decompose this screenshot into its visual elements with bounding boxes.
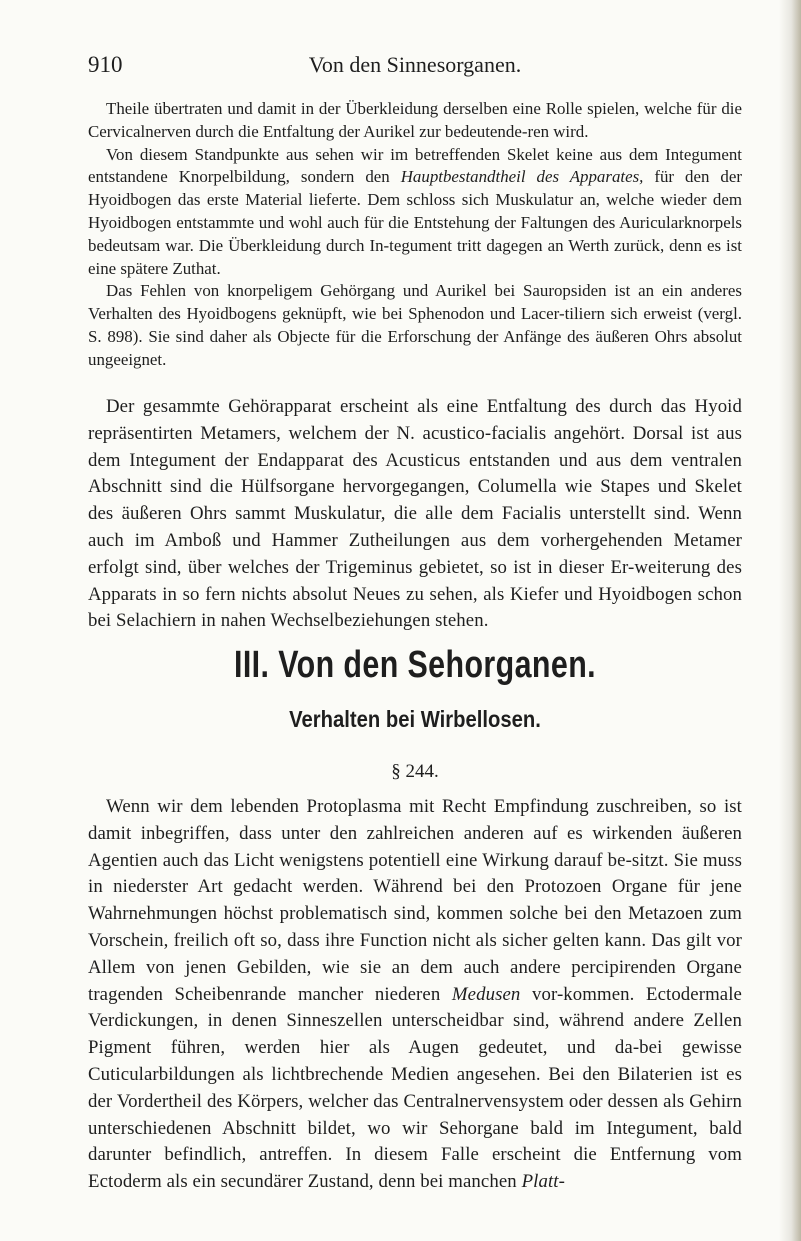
page-number: 910: [88, 52, 123, 77]
paragraph: Von diesem Standpunkte aus sehen wir im betreffenden Skelet keine aus dem Integument entstandene Knorpelbildung, sondern den Hauptbestandtheil des Apparates, für den der Hyoidbogen das erste Material lieferte. Dem schloss sich Muskulatur an, welche wieder dem Hyoidbogen entstammte und wohl auch für die Entstehung der Faltungen des Auricularknorpels bedeutsam war. Die Überkleidung durch In-tegument tritt dagegen an Werth zurück, denn es ist eine spätere Zuthat.: [88, 144, 742, 278]
emphasis: Hauptbestandtheil des Apparates,: [400, 167, 644, 187]
large-text-block-1: [88, 394, 742, 635]
paragraph: Wenn wir dem lebenden Protoplasma mit Recht Empfindung zuschreiben, so ist damit inbegriffen, dass unter den zahlreichen anderen auf es wirkenden äußeren Agentien auch das Licht wenigstens potentiell eine Wirkung darauf be-sitzt. Sie muss in niederster Art gedacht werden. Während bei den Protozoen Organe für jene Wahrnehmungen höchst problematisch sind, kommen solche bei den Metazoen zum Vorschein, freilich oft so, dass ihre Function nicht als sicher gelten kann. Das gilt vor Allem von jenen Gebilden, wie sie an dem auch andere percipirenden Organe tragenden Scheibenrande mancher niederen Medusen vor-kommen. Ectodermale Verdickungen, in denen Sinneszellen unterscheidbar sind, während andere Zellen Pigment führen, werden hier als Augen gedeutet, und da-bei gewisse Cuticularbildungen als lichtbrechende Medien angesehen. Bei den Bilaterien ist es der Vordertheil des Körpers, welcher das Centralnervensystem oder dessen als Gehirn unterschiedenen Abschnitt bildet, wo wir Sehorgane bald im Integument, bald darunter befindlich, antreffen. In diesem Falle erscheint die Entfernung vom Ectoderm als ein secundärer Zustand, denn bei manchen Platt-: [88, 796, 742, 1193]
chapter-subtitle: Verhalten bei Wirbellosen.: [289, 706, 541, 732]
page-header: [88, 46, 742, 76]
chapter-title: III. Von den Sehorganen.: [233, 644, 597, 686]
section-number: § 244.: [391, 761, 439, 782]
paragraph: Das Fehlen von knorpeligem Gehörgang und Aurikel bei Sauropsiden ist an ein anderes Verhalten des Hyoidbogens geknüpft, wie bei Sphenodon und Lacer-tiliern sich erweist (vergl. S. 898). Sie sind daher als Objecte für die Erforschung der Anfänge des äußeren Ohrs absolut ungeeignet.: [88, 281, 742, 369]
emphasis: Medusen: [451, 983, 521, 1005]
paragraph: Der gesammte Gehörapparat erscheint als eine Entfaltung des durch das Hyoid repräsentirten Metamers, welchem der N. acustico-facialis angehört. Dorsal ist aus dem Integument der Endapparat des Acusticus entstanden und aus dem ventralen Abschnitt sind die Hülfsorgane hervorgegangen, Columella wie Stapes und Skelet des äußeren Ohrs sammt Muskulatur, die alle dem Facialis unterstellt sind. Wenn auch im Amboß und Hammer Zutheilungen aus dem vorhergehenden Metamer erfolgt sind, über welches der Trigeminus gebietet, so ist in dieser Er-weiterung des Apparats in so fern nichts absolut Neues zu sehen, als Kiefer und Hyoidbogen schon bei Selachiern in nahen Wechselbeziehungen stehen.: [88, 396, 742, 632]
small-text-block: [88, 98, 742, 372]
running-title: Von den Sinnesorganen.: [308, 52, 522, 77]
paragraph: Theile übertraten und damit in der Überkleidung derselben eine Rolle spielen, welche für die Cervicalnerven durch die Entfaltung der Aurikel zur bedeutende-ren wird.: [88, 99, 742, 141]
emphasis: Platt-: [521, 1171, 565, 1193]
large-text-block-2: [88, 794, 742, 1196]
page-edge-shadow: [779, 0, 801, 1241]
